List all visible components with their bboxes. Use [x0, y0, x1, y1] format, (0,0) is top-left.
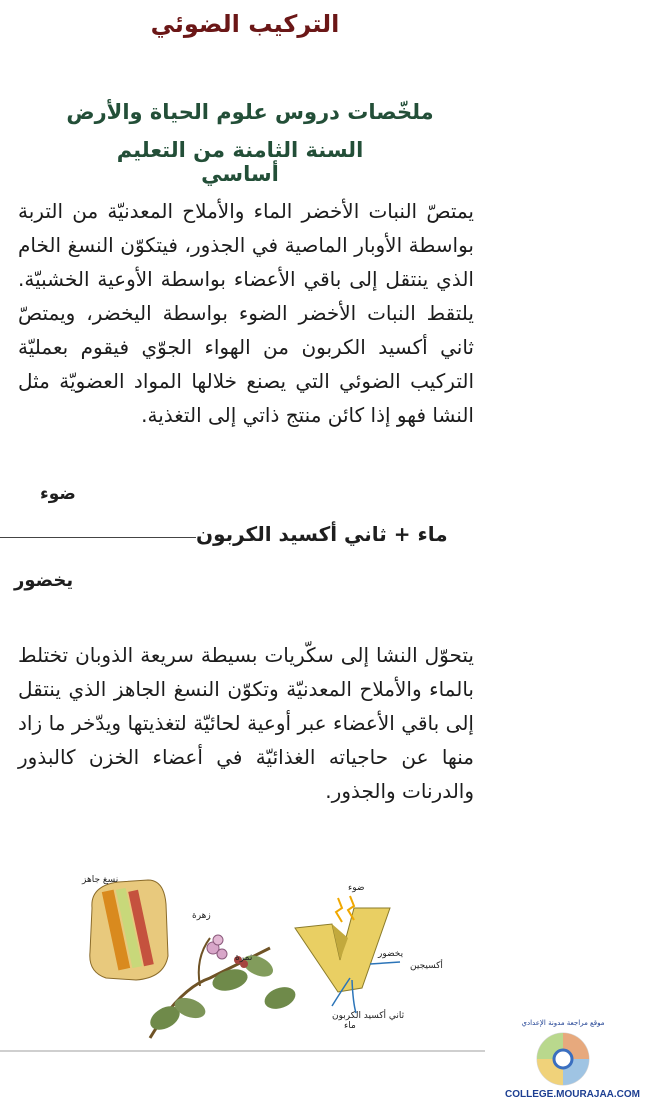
label-flower: زهرة: [192, 911, 211, 921]
label-co2: ثاني أكسيد الكربون: [332, 1011, 405, 1021]
paragraph-sap: يتحوّل النشا إلى سكّريات بسيطة سريعة الذوبان تختلط بالماء والأملاح المعدنيّة وتكوّن النسغ الجاهز الذي ينتقل إلى باقي الأعضاء عبر أوعية لحائيّة لتغذيتها ويدّخر ما زاد منها عن حاجياته الغذائيّة في أعضاء الخزن كالبذور والدرنات والجذور.: [18, 643, 474, 803]
plant-illustration: [146, 935, 298, 1038]
label-fruit: ثمرة: [235, 953, 253, 963]
photosynthesis-diagram: [70, 868, 443, 1043]
logo-arc-text: موقع مراجعة مدونة الإعدادي: [521, 1019, 605, 1027]
equation-arrow-line: [0, 537, 196, 538]
subtitle-grade: السنة الثامنة من التعليم أساسي: [116, 138, 364, 186]
bottom-divider: [0, 1050, 485, 1052]
paragraph-absorption: يمتصّ النبات الأخضر الماء والأملاح المعدنيّة من التربة بواسطة الأوبار الماصية في الجذور، فيتكوّن النسغ الخام الذي ينتقل إلى باقي الأعضاء بواسطة الأوعية الخشبيّة. يلتقط النبات الأخضر الضوء بواسطة اليخضر، ويمتصّ ثاني أكسيد الكربون من الهواء الجوّي فيقوم بعمليّة التركيب الضوئي التي يصنع خلالها المواد العضويّة مثل النشا فهو إذا كائن منتج ذاتي إلى التغذية.: [18, 199, 474, 427]
equation-chlorophyll-label: يخضور: [14, 570, 74, 591]
label-chlorophyll: يخضور: [378, 949, 404, 959]
equation-light-label: ضوء: [40, 484, 76, 504]
label-light: ضوء: [348, 883, 365, 893]
label-oxygen: أكسيجين: [410, 961, 443, 971]
label-water: ماء: [344, 1021, 356, 1031]
subtitle-course: ملخّصات دروس علوم الحياة والأرض: [66, 100, 434, 124]
stem-cross-section-illustration: [90, 880, 168, 980]
page-title: التركيب الضوئي: [150, 10, 340, 38]
equation-reactants: ماء + ثاني أكسيد الكربون: [196, 522, 448, 546]
label-ready-sap: نسغ جاهز: [82, 875, 119, 885]
site-logo: [518, 1015, 608, 1090]
site-url[interactable]: COLLEGE.MOURAJAA.COM: [505, 1089, 640, 1100]
